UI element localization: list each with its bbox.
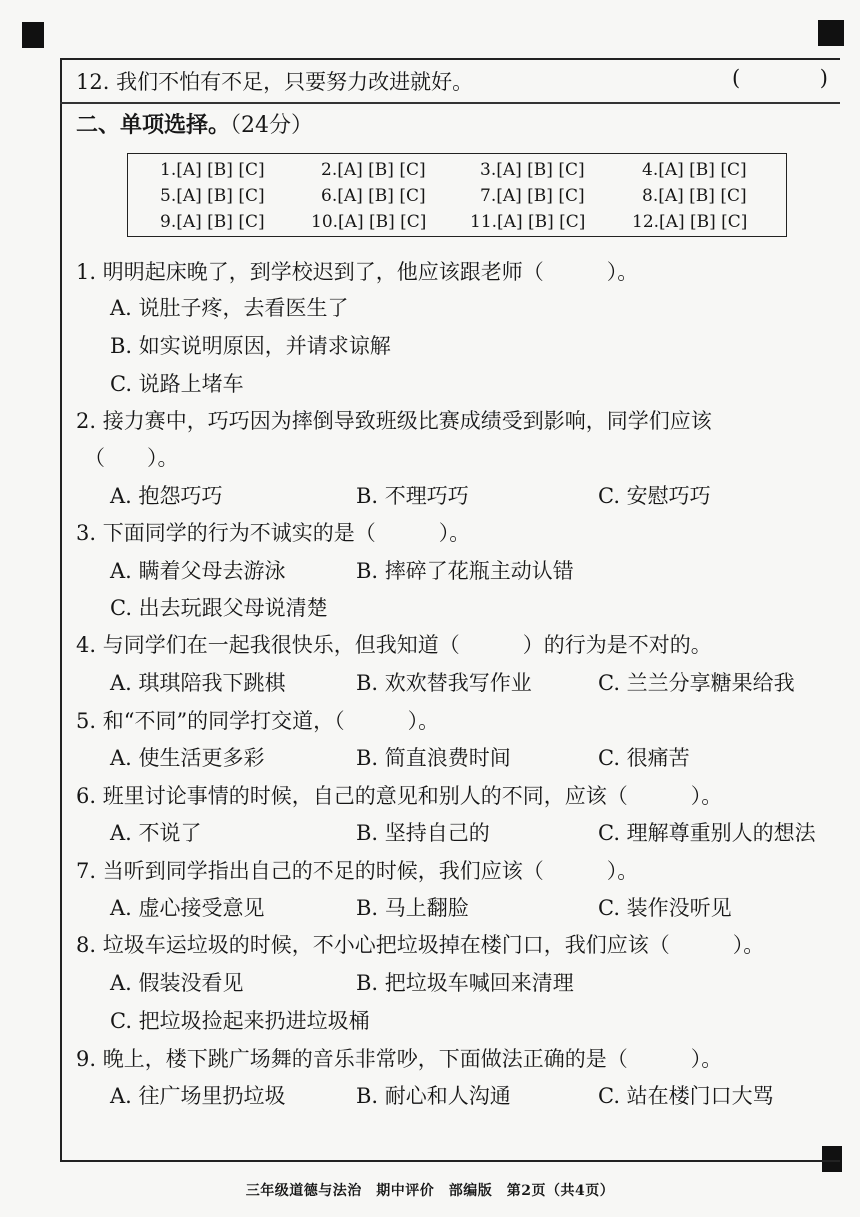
question-1-option-b: B. 如实说明原因，并请求谅解 — [110, 334, 391, 358]
question-8-option-a: A. 假装没看见 — [110, 971, 244, 995]
frame-left-border — [60, 58, 62, 1162]
section-score: （24分） — [230, 113, 314, 138]
question-4-option-a: A. 琪琪陪我下跳棋 — [110, 671, 286, 695]
question-9-option-a: A. 往广场里扔垃圾 — [110, 1084, 286, 1108]
answer-choice-6[interactable]: 6.[A] [B] [C] — [321, 186, 426, 206]
question-9-option-b: B. 耐心和人沟通 — [356, 1084, 511, 1108]
frame-top-border — [60, 58, 840, 60]
question-8-option-b: B. 把垃圾车喊回来清理 — [356, 971, 574, 995]
registration-mark-top-left — [22, 22, 44, 48]
answer-sheet-box — [127, 153, 787, 237]
question-3-option-b: B. 摔碎了花瓶主动认错 — [356, 559, 574, 583]
question-7-option-b: B. 马上翻脸 — [356, 896, 469, 920]
section-title — [76, 108, 313, 139]
question-5-option-a: A. 使生活更多彩 — [110, 746, 265, 770]
question-6-option-c: C. 理解尊重别人的想法 — [598, 821, 816, 845]
paren-close: ) — [819, 66, 828, 90]
question-12-judgement: 12. 我们不怕有不足，只要努力改进就好。 — [76, 70, 474, 94]
question-3-option-a: A. 瞒着父母去游泳 — [110, 559, 286, 583]
question-9-stem: 9. 晚上，楼下跳广场舞的音乐非常吵，下面做法正确的是（ ）。 — [76, 1047, 723, 1071]
question-7-option-c: C. 装作没听见 — [598, 896, 732, 920]
question-1-option-a: A. 说肚子疼，去看医生了 — [110, 296, 349, 320]
question-2-stem: 2. 接力赛中，巧巧因为摔倒导致班级比赛成绩受到影响，同学们应该 — [76, 409, 712, 433]
answer-choice-7[interactable]: 7.[A] [B] [C] — [480, 186, 585, 206]
question-4-option-c: C. 兰兰分享糖果给我 — [598, 671, 795, 695]
question-1-option-c: C. 说路上堵车 — [110, 372, 244, 396]
question-8-stem: 8. 垃圾车运垃圾的时候，不小心把垃圾掉在楼门口，我们应该（ ）。 — [76, 933, 765, 957]
question-3-option-c: C. 出去玩跟父母说清楚 — [110, 596, 328, 620]
question-9-option-c: C. 站在楼门口大骂 — [598, 1084, 774, 1108]
registration-mark-top-right — [818, 20, 844, 46]
section-heading: 二、单项选择。 — [76, 112, 231, 138]
frame-bottom-border — [60, 1160, 840, 1162]
answer-choice-3[interactable]: 3.[A] [B] [C] — [480, 160, 585, 180]
question-3-stem: 3. 下面同学的行为不诚实的是（ ）。 — [76, 521, 471, 545]
question-6-option-b: B. 坚持自己的 — [356, 821, 490, 845]
question-2-option-b: B. 不理巧巧 — [356, 484, 469, 508]
question-2-option-a: A. 抱怨巧巧 — [110, 484, 223, 508]
question-6-stem: 6. 班里讨论事情的时候，自己的意见和别人的不同，应该（ ）。 — [76, 784, 723, 808]
answer-choice-10[interactable]: 10.[A] [B] [C] — [311, 212, 427, 232]
answer-choice-4[interactable]: 4.[A] [B] [C] — [642, 160, 747, 180]
answer-choice-1[interactable]: 1.[A] [B] [C] — [160, 160, 265, 180]
question-5-option-b: B. 简直浪费时间 — [356, 746, 511, 770]
question-8-option-c: C. 把垃圾捡起来扔进垃圾桶 — [110, 1009, 370, 1033]
answer-choice-12[interactable]: 12.[A] [B] [C] — [632, 212, 748, 232]
question-5-stem: 5. 和“不同”的同学打交道，（ ）。 — [76, 709, 440, 733]
question-5-option-c: C. 很痛苦 — [598, 746, 690, 770]
question-7-option-a: A. 虚心接受意见 — [110, 896, 265, 920]
question-2-option-c: C. 安慰巧巧 — [598, 484, 711, 508]
question-7-stem: 7. 当听到同学指出自己的不足的时候，我们应该（ ）。 — [76, 859, 639, 883]
page-footer: 三年级道德与法治 期中评价 部编版 第2页（共4页） — [245, 1183, 615, 1199]
paren-open: ( — [732, 66, 741, 90]
answer-choice-5[interactable]: 5.[A] [B] [C] — [160, 186, 265, 206]
question-2-stem-continued: （ ）。 — [84, 446, 179, 470]
answer-choice-9[interactable]: 9.[A] [B] [C] — [160, 212, 265, 232]
question-4-option-b: B. 欢欢替我写作业 — [356, 671, 532, 695]
registration-mark-bottom-right — [822, 1146, 842, 1172]
question-1-stem: 1. 明明起床晚了，到学校迟到了，他应该跟老师（ ）。 — [76, 260, 639, 284]
section-divider — [60, 102, 840, 104]
answer-choice-2[interactable]: 2.[A] [B] [C] — [321, 160, 426, 180]
answer-parentheses-12[interactable] — [732, 66, 828, 90]
question-6-option-a: A. 不说了 — [110, 821, 202, 845]
answer-choice-8[interactable]: 8.[A] [B] [C] — [642, 186, 747, 206]
answer-choice-11[interactable]: 11.[A] [B] [C] — [470, 212, 586, 232]
question-4-stem: 4. 与同学们在一起我很快乐，但我知道（ ）的行为是不对的。 — [76, 633, 712, 657]
